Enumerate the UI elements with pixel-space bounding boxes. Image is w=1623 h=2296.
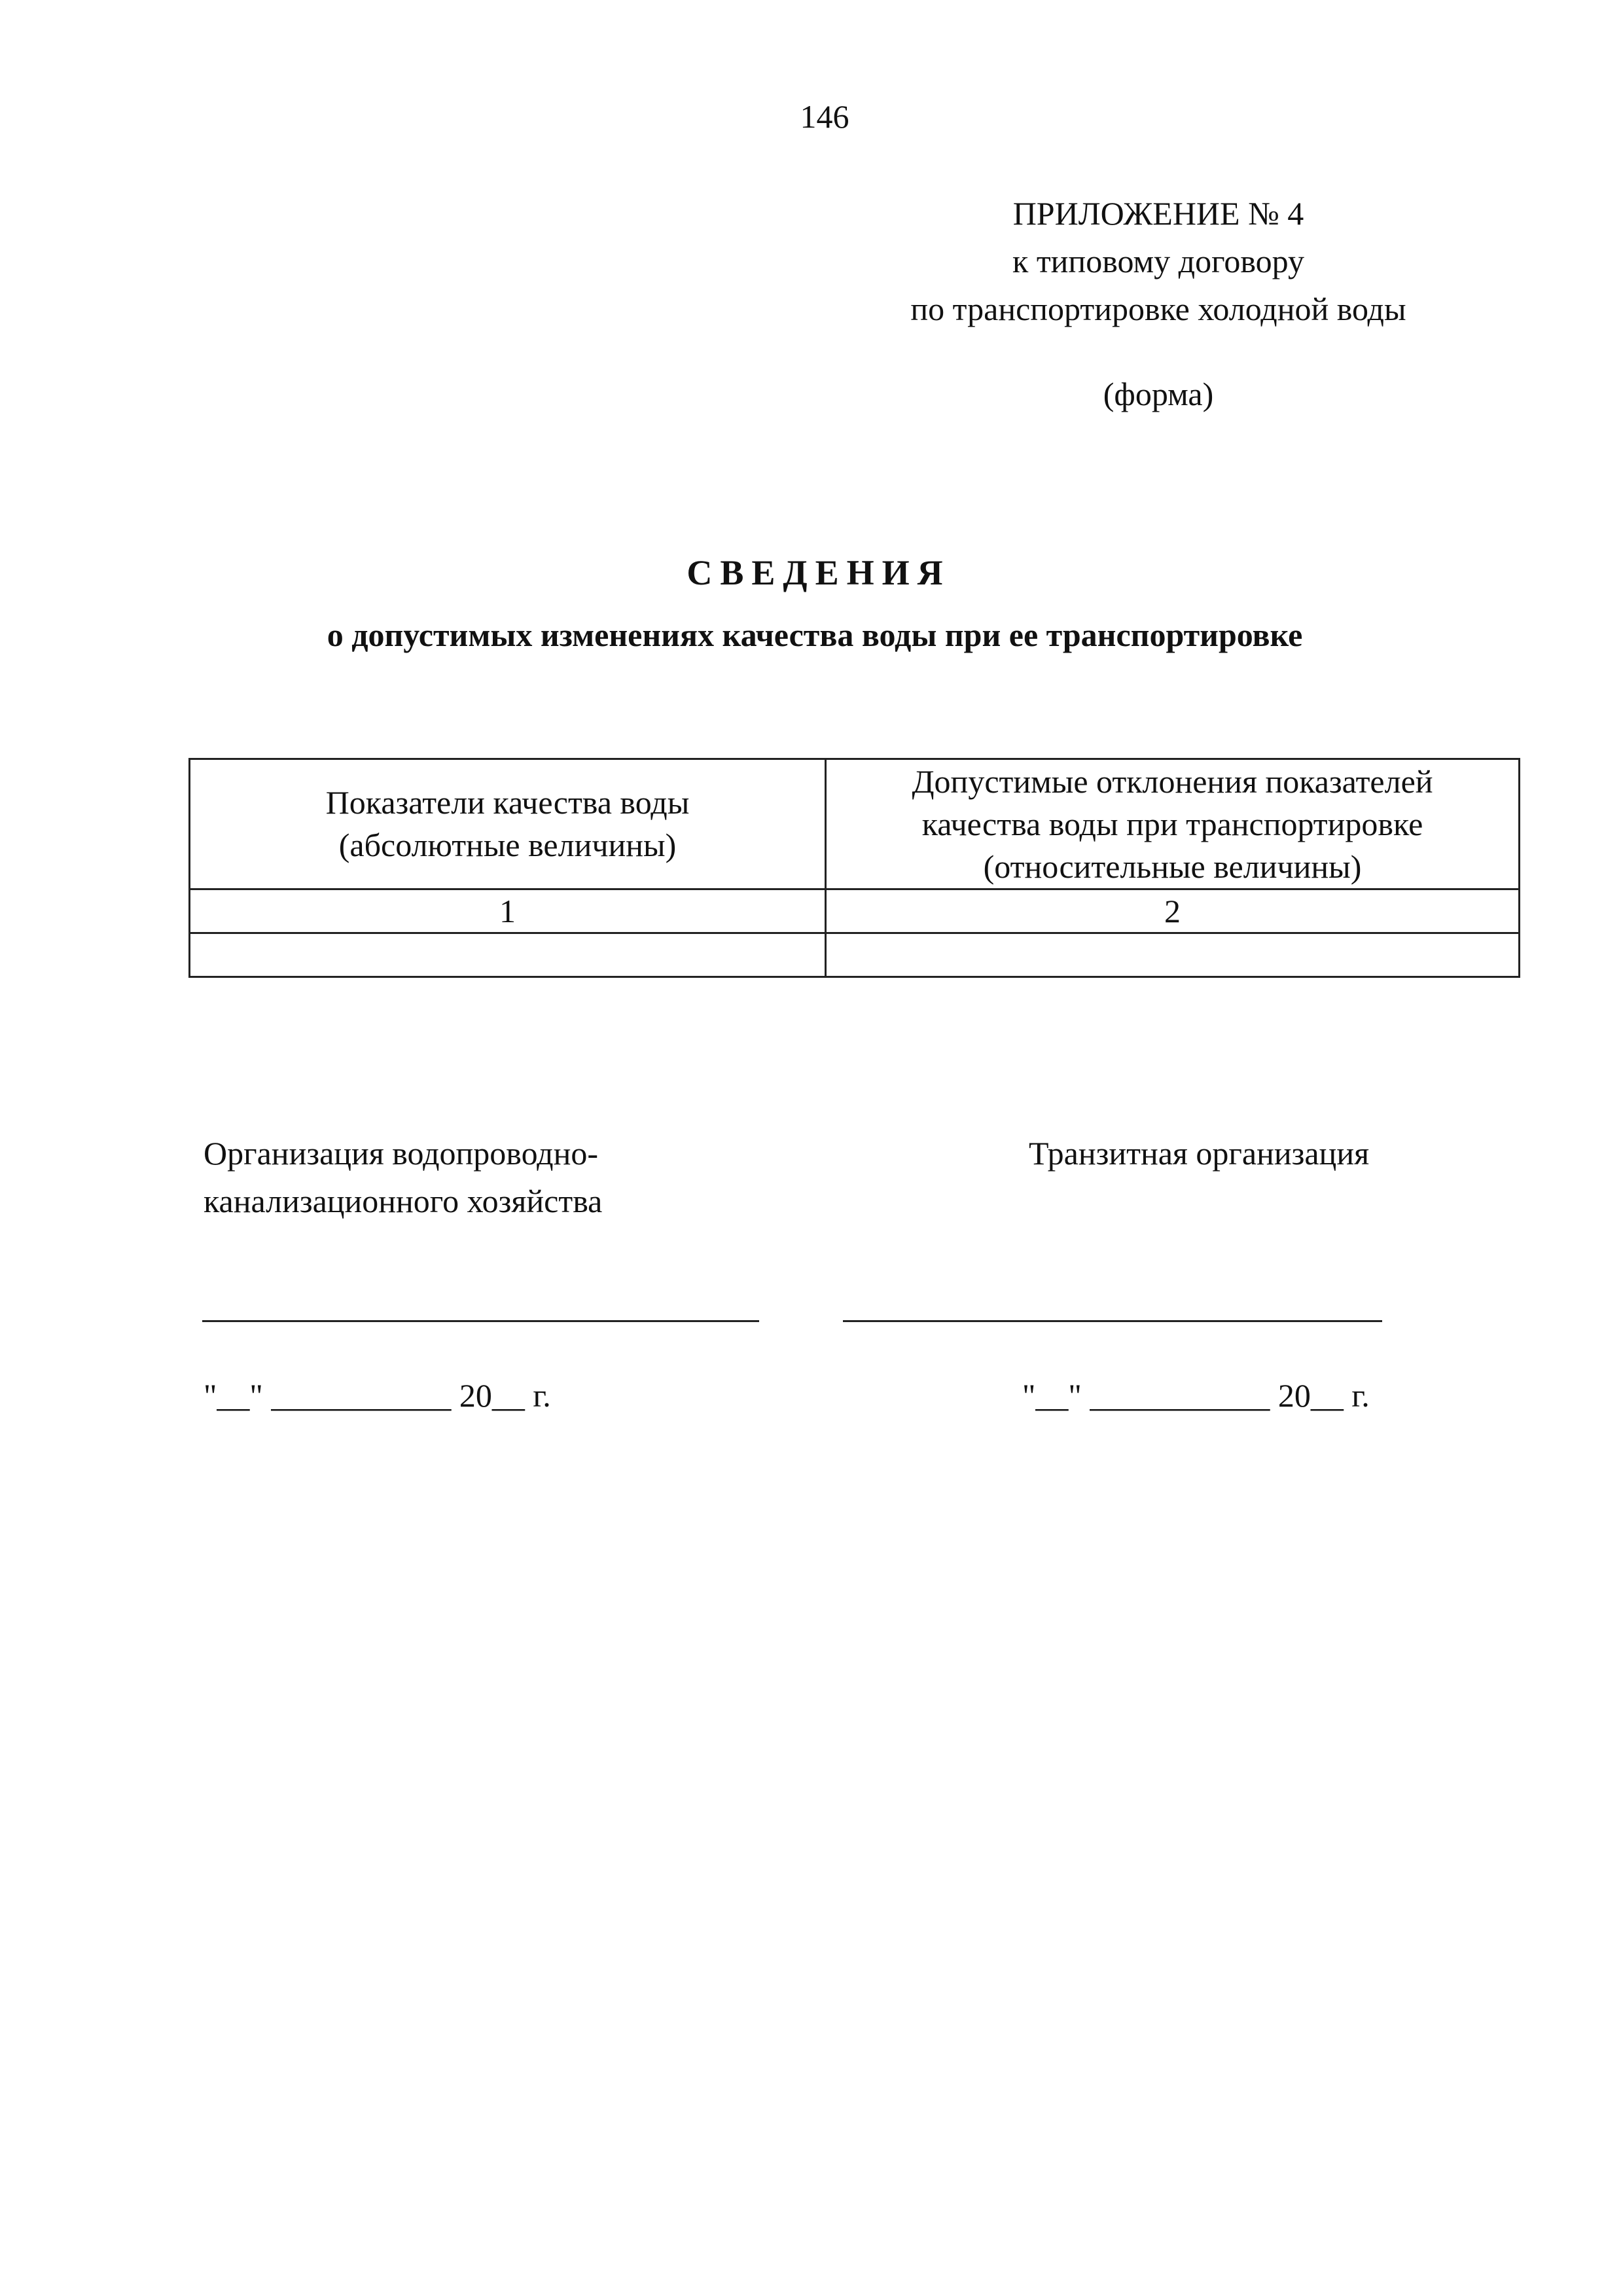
table-header-cell-indicators bbox=[190, 759, 826, 889]
table-number-row bbox=[190, 889, 1520, 933]
date-field-left[interactable]: "__" ___________ 20__ г. bbox=[204, 1377, 551, 1414]
appendix-header bbox=[812, 190, 1505, 418]
signature-right-label bbox=[1029, 1130, 1369, 1177]
appendix-title: ПРИЛОЖЕНИЕ № 4 bbox=[1012, 195, 1304, 232]
appendix-reference: к типовому договору bbox=[1012, 243, 1304, 279]
page-number: 146 bbox=[800, 98, 849, 135]
column-number: 1 bbox=[190, 889, 826, 933]
signature-left-line1: Организация водопроводно- bbox=[204, 1135, 598, 1172]
table-row bbox=[190, 933, 1520, 977]
form-label: (форма) bbox=[1103, 376, 1214, 412]
table-cell-empty[interactable] bbox=[826, 933, 1520, 977]
appendix-contract-name: по транспортировке холодной воды bbox=[910, 291, 1406, 327]
signature-line-left[interactable] bbox=[202, 1320, 759, 1322]
header-cell-line: (абсолютные величины) bbox=[338, 827, 677, 863]
document-title: СВЕДЕНИЯ bbox=[687, 553, 951, 592]
table-cell-empty[interactable] bbox=[190, 933, 826, 977]
signature-right-line1: Транзитная организация bbox=[1029, 1135, 1370, 1172]
header-cell-line: (относительные величины) bbox=[983, 848, 1362, 885]
date-field-right[interactable]: "__" ___________ 20__ г. bbox=[1022, 1377, 1370, 1414]
table-header-cell-deviations bbox=[826, 759, 1520, 889]
header-cell-line: качества воды при транспортировке bbox=[921, 805, 1423, 842]
header-cell-line: Допустимые отклонения показателей bbox=[912, 762, 1433, 800]
signature-left-label bbox=[204, 1130, 602, 1225]
quality-table bbox=[188, 758, 1520, 978]
signature-left-line2: канализационного хозяйства bbox=[204, 1183, 603, 1219]
signature-line-right[interactable] bbox=[843, 1320, 1382, 1322]
table-header-row bbox=[190, 759, 1520, 889]
document-subtitle: о допустимых изменениях качества воды при ее транспортировке bbox=[327, 617, 1303, 653]
column-number: 2 bbox=[826, 889, 1520, 933]
header-cell-line: Показатели качества воды bbox=[325, 784, 690, 821]
